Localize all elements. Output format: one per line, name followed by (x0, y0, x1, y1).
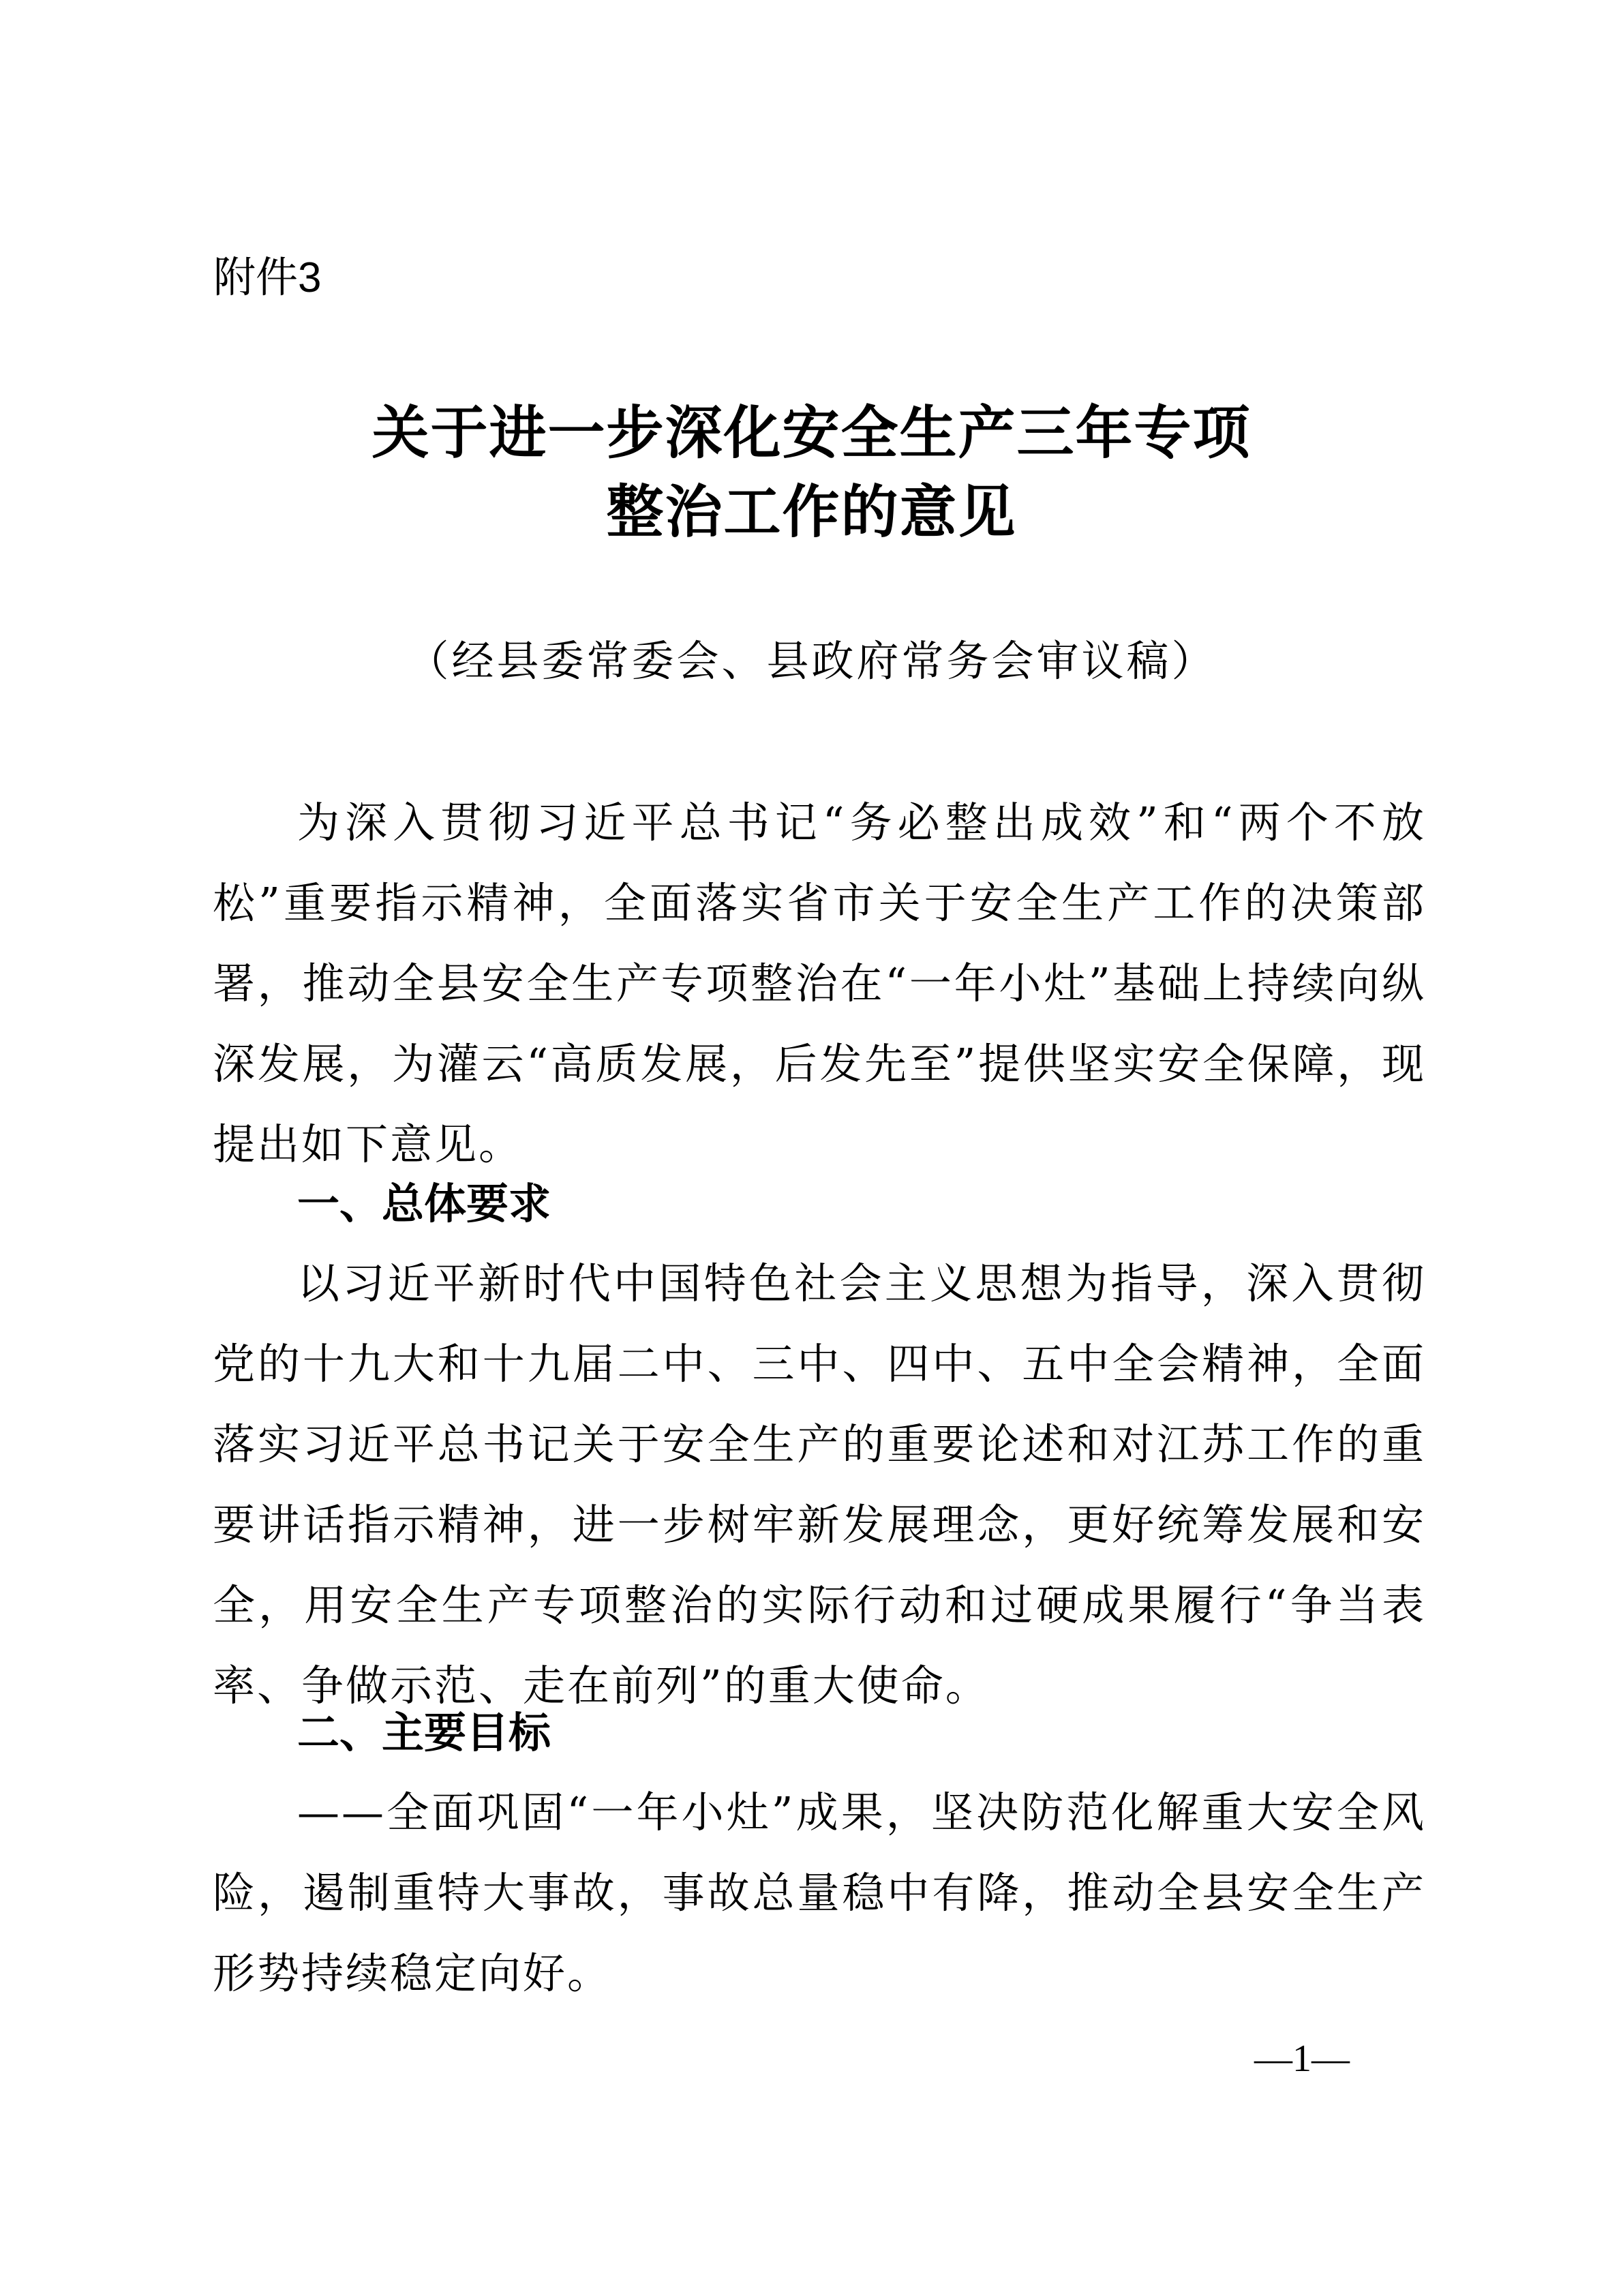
intro-paragraph: 为深入贯彻习近平总书记“务必整出成效”和“两个不放松”重要指示精神，全面落实省市关于安全生产工作的决策部署，推动全县安全生产专项整治在“一年小灶”基础上持续向纵深发展，为灌云“高质发展，后发先至”提供坚实安全保障，现提出如下意见。 (213, 798, 1426, 1169)
document-title-line-2: 整治工作的意见 (606, 478, 1017, 545)
document-title-line-1: 关于进一步深化安全生产三年专项 (371, 399, 1252, 466)
document-subtitle: （经县委常委会、县政府常务会审议稿） (406, 636, 1217, 686)
section-paragraph-general-requirements: 以习近平新时代中国特色社会主义思想为指导，深入贯彻党的十九大和十九届二中、三中、四中、五中全会精神，全面落实习近平总书记关于安全生产的重要论述和对江苏工作的重要讲话指示精神，进一步树牢新发展理念，更好统筹发展和安全，用安全生产专项整治的实际行动和过硬成果履行“争当表率、争做示范、走在前列”的重大使命。 (213, 1258, 1426, 1710)
attachment-label: 附件3 (213, 254, 322, 301)
section-paragraph-main-goals: ——全面巩固“一年小灶”成果，坚决防范化解重大安全风险，遏制重特大事故，事故总量稳中有降，推动全县安全生产形势持续稳定向好。 (213, 1787, 1426, 1998)
section-heading-general-requirements: 一、总体要求 (297, 1179, 551, 1228)
section-heading-main-goals: 二、主要目标 (297, 1708, 551, 1757)
page-number: —1— (1254, 2038, 1350, 2080)
